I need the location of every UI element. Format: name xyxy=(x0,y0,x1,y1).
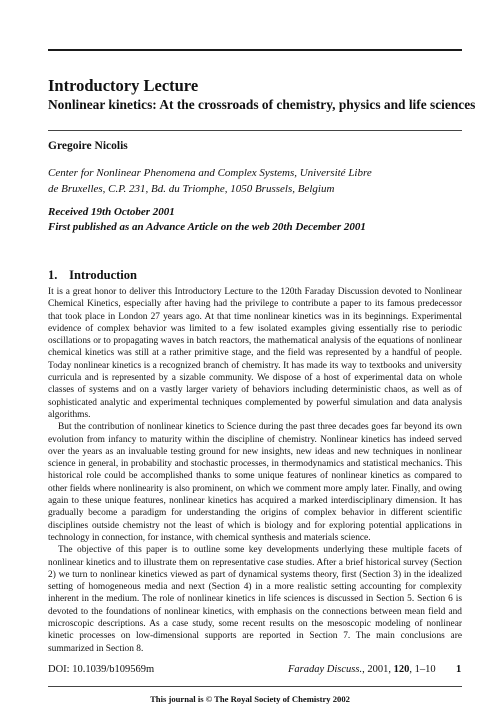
paper-title: Nonlinear kinetics: At the crossroads of chemistry, physics and life sciences xyxy=(48,97,476,112)
author-affiliation xyxy=(48,165,462,197)
journal-name: Faraday Discuss. xyxy=(288,664,363,675)
section-number: 1. xyxy=(48,268,58,282)
title-divider xyxy=(48,130,462,131)
body-text xyxy=(48,286,462,655)
page-number: 1 xyxy=(456,664,462,675)
section-title: Introduction xyxy=(69,268,137,282)
paragraph: It is a great honor to deliver this Introductory Lecture to the 120th Faraday Discussion devoted to Nonlinear Chemical Kinetics, especially after having had the privilege to contribute a paper to its famous predecessor that took place in London 27 years ago. At that time nonlinear kinetics was in its beginnings. Experimental evidence of complex behavior was limited to a few isolated examples giving essentially rise to periodic oscillations or to propagating waves in batch reactors, the mathematical analysis of the equations of nonlinear chemical kinetics was still at a rather primitive stage, and the field was represented by a handful of people. Today nonlinear kinetics is a recognized branch of chemistry. It has made its way to textbooks and university curricula and is represented by a sizable community. We dispose of a host of experimental data on whole classes of systems and on a vastly larger variety of behaviors including deterministic chaos, as well as of sophisticated analytic and experimental techniques complemented by powerful simulation and data analysis algorithms. xyxy=(48,287,462,420)
citation-pages: , 1–10 xyxy=(409,664,436,675)
citation-volume: 120 xyxy=(393,664,410,675)
section-heading xyxy=(48,268,137,283)
journal-citation xyxy=(288,664,436,675)
citation-year: , 2001, xyxy=(362,664,394,675)
paragraph: The objective of this paper is to outline some key developments underlying these multiple facets of nonlinear kinetics and to illustrate them on representative case studies. After a brief historical survey (Section 2) we turn to nonlinear kinetics viewed as part of dynamical systems theory, first (Section 3) in the idealized setting of homogeneous media and next (Section 4) in a more realistic setting accounting for complexity inherent in the medium. The role of nonlinear kinetics in life sciences is discussed in Section 5. Section 6 is devoted to the foundations of nonlinear kinetics, with emphasis on the connections between mean field and microscopic descriptions. As a case study, some recent results on the mesoscopic modeling of nonlinear kinetic processes on low-dimensional supports are reported in Section 7. The main conclusions are summarized in Section 8. xyxy=(48,545,462,654)
publication-dates xyxy=(48,205,462,235)
affiliation-line-1: Center for Nonlinear Phenomena and Complex Systems, Université Libre xyxy=(48,167,372,179)
author-name: Gregoire Nicolis xyxy=(48,140,128,152)
doi: DOI: 10.1039/b109569m xyxy=(48,664,155,675)
received-date: Received 19th October 2001 xyxy=(48,206,175,218)
top-rule xyxy=(48,49,462,51)
copyright-notice: This journal is © The Royal Society of Chemistry 2002 xyxy=(150,694,350,704)
published-date: First published as an Advance Article on the web 20th December 2001 xyxy=(48,221,366,233)
footer-rule xyxy=(48,686,462,687)
affiliation-line-2: de Bruxelles, C.P. 231, Bd. du Triomphe, 1050 Brussels, Belgium xyxy=(48,183,335,195)
paper-section-label: Introductory Lecture xyxy=(48,76,199,95)
paragraph: But the contribution of nonlinear kinetics to Science during the past three decades goes far beyond its own evolution from infancy to maturity within the discipline of chemistry. Nonlinear kinetics has indeed served over the years as an invaluable testing ground for new insights, new ideas and new techniques in nonlinear science in general, in probability and stochastic processes, in thermodynamics and statistical mechanics. This historical role could be accomplished thanks to some unique features of nonlinear kinetics as compared to other fields where nonlinearity is also prominent, on which we comment more amply later. Finally, and owing again to these unique features, nonlinear kinetics has acquired a marked interdisciplinary dimension. It has gradually become a paradigm for understanding the origins of complex behavior in different scientific disciplines outside chemistry not the least of which is biology and for exploring potential applications in technology in connection, for instance, with chemical synthesis and materials science. xyxy=(48,422,462,543)
